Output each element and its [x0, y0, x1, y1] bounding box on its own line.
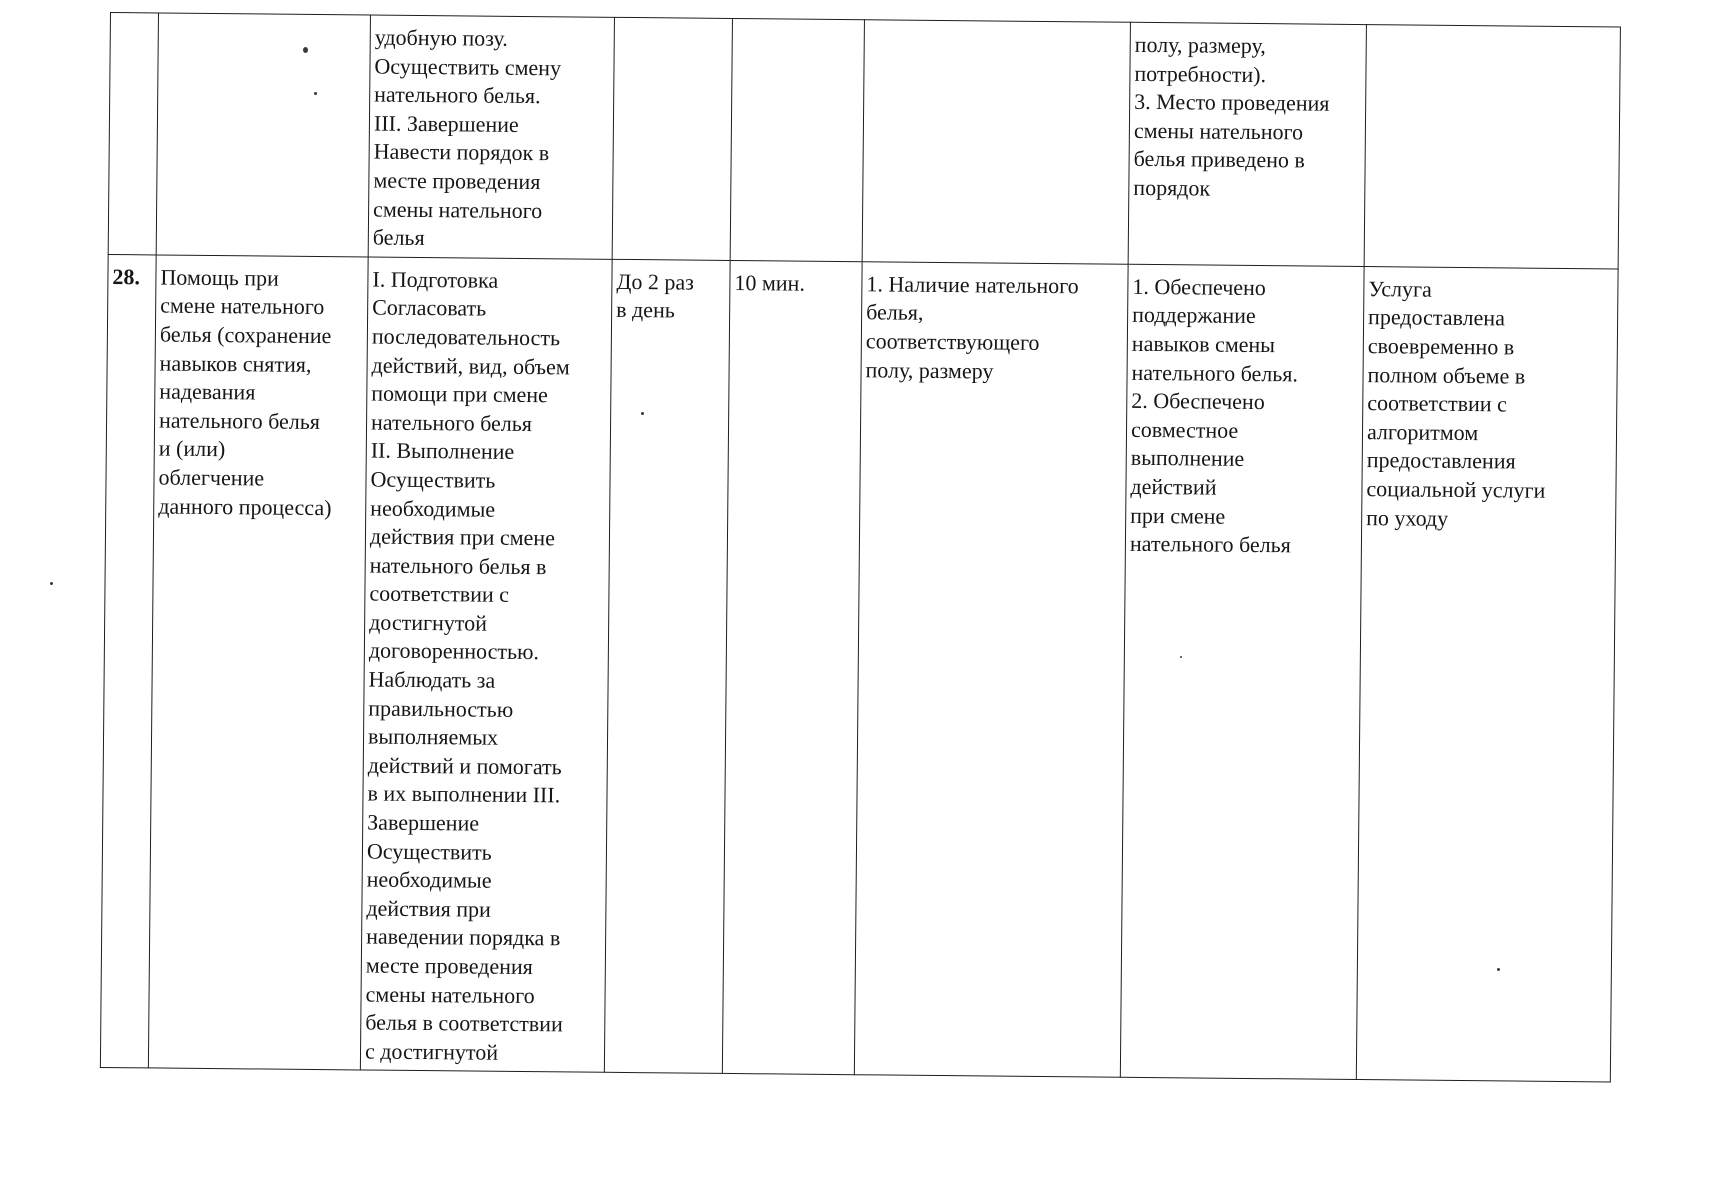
cell-frequency	[612, 17, 732, 260]
cell-service-name	[156, 13, 370, 257]
cell-conditions	[862, 20, 1130, 264]
cell-assessment: Услуга предоставлена своевременно в полном объеме в соответствии с алгоритмом предоставления социальной услуги по уходу	[1356, 266, 1618, 1082]
table-row-continued	[108, 13, 1620, 269]
cell-indicators: полу, размеру, потребности). 3. Место проведения смены нательного белья приведено в порядок	[1128, 22, 1366, 266]
cell-number: 28.	[100, 254, 156, 1068]
cell-steps: I. Подготовка Согласовать последовательность действий, вид, объем помощи при смене нательного белья II. Выполнение Осуществить необходимые действия при смене нательного белья в соответствии с достигнутой договоренностью. Наблюдать за правильностью выполняемых действий и помогать в их выполнении III. Завершение Осуществить необходимые действия при наведении порядка в месте проведения смены нательного белья в соответствии с достигнутой	[360, 257, 612, 1073]
cell-duration: 10 мин.	[722, 260, 862, 1075]
scan-speck	[1497, 968, 1500, 971]
cell-indicators: 1. Обеспечено поддержание навыков смены нательного белья. 2. Обеспечено совместное выполнение действий при смене нательного белья	[1120, 264, 1364, 1080]
scanned-sheet	[100, 12, 1621, 1083]
table-row-28	[100, 254, 1618, 1082]
cell-assessment	[1364, 25, 1620, 269]
scan-speck	[1180, 656, 1182, 658]
cell-service-name: Помощь при смене нательного белья (сохранение навыков снятия, надевания нательного белья и (или) облегчение данного процесса)	[148, 255, 368, 1071]
cell-number	[108, 13, 158, 255]
scan-speck	[50, 582, 53, 585]
cell-duration	[730, 18, 864, 261]
scan-speck	[303, 47, 308, 53]
cell-frequency: До 2 раз в день	[604, 259, 730, 1074]
cell-steps: удобную позу. Осуществить смену нательного белья. III. Завершение Навести порядок в месте проведения смены нательного белья	[368, 15, 614, 259]
scan-speck	[641, 412, 644, 415]
scan-speck	[314, 92, 317, 95]
cell-conditions: 1. Наличие нательного белья, соответствующего полу, размеру	[854, 261, 1128, 1077]
services-table	[100, 12, 1621, 1083]
